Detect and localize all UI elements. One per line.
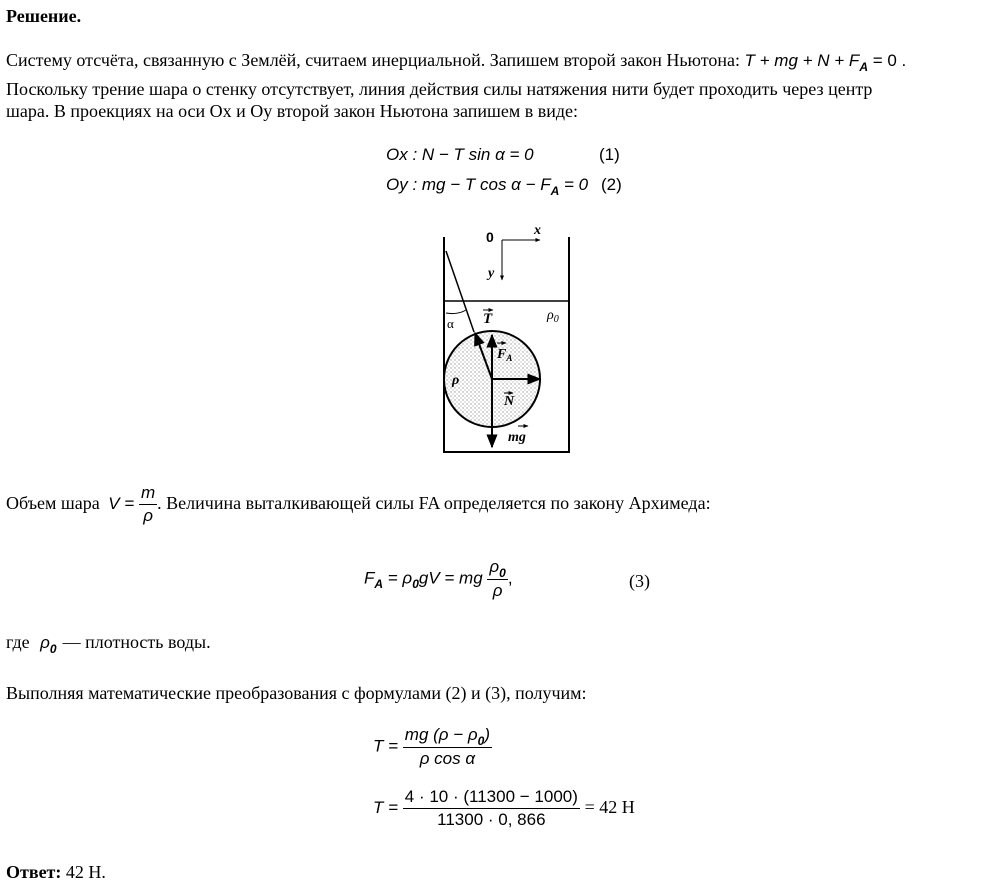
paragraph-projection-line2: шара. В проекциях на оси Ox и Oy второй закон Ньютона запишем в виде:: [6, 101, 578, 121]
paragraph-newton-law: [6, 50, 907, 74]
equation-1-number: (1): [599, 145, 620, 164]
paragraph-projection-line1: Поскольку трение шара о стенку отсутствует, линия действия силы натяжения нити будет проходить через центр: [6, 79, 873, 99]
equation-2-number: (2): [601, 175, 622, 194]
ball-density-label: ρ: [452, 373, 460, 388]
equation-ox: Ox : N − T sin α = 0: [386, 145, 534, 164]
alpha-arc: [446, 310, 466, 314]
answer-label: Ответ:: [6, 862, 62, 882]
newton-vector-equation: T + mg + $N + F_A = 0$ .: [744, 51, 907, 74]
gravity-label: mg: [508, 430, 526, 445]
answer-value: 42 Н.: [61, 862, 106, 882]
volume-text-post: . Величина выталкивающей силы FA определяется по закону Архимеда:: [157, 492, 711, 513]
solution-heading: Решение.: [6, 6, 82, 26]
alpha-label: α: [447, 316, 454, 331]
normal-force-label: N: [504, 394, 515, 409]
water-density-label: $\rho_0$: [547, 308, 559, 325]
origin-label: 0: [486, 229, 494, 245]
buoyancy-label: $F_A$: [497, 347, 513, 363]
tension-numeric: T = $\frac{4 \cdot 10 \cdot (11300 - 1000)}{11300 \cdot 0, 866}$ = 42 Н: [373, 787, 635, 829]
equation-oy: Oy : mg − T $\cos \alpha - F_A = 0$: [386, 175, 589, 198]
paragraph-newton-law-text: Систему отсчёта, связанную с Землёй, считаем инерциальной. Запишем второй закон Ньютона:: [6, 50, 741, 70]
tension-label: T: [483, 311, 493, 327]
equation-3-number: (3): [629, 571, 650, 591]
ball-in-vessel-figure: [430, 215, 590, 465]
archimedes-equation: $F_A = \rho_0gV$ = mg $\frac{\rho_0}{\rho}$ ,: [364, 557, 513, 600]
y-axis-label: y: [488, 266, 495, 281]
volume-paragraph: [6, 484, 711, 525]
volume-formula: V = $\frac{m}{\rho}$: [108, 483, 156, 525]
water-density-definition: где $\rho_0$ — плотность воды.: [6, 632, 211, 656]
paragraph-transformations: Выполняя математические преобразования с формулами (2) и (3), получим:: [6, 683, 587, 703]
tension-formula: T = $\frac{mg (\rho - \rho_0)}{\text{ρ cos α}}$: [373, 725, 490, 768]
x-axis-label: x: [534, 223, 541, 238]
volume-text-pre: Объем шара: [6, 492, 100, 513]
answer-line: [6, 862, 106, 883]
